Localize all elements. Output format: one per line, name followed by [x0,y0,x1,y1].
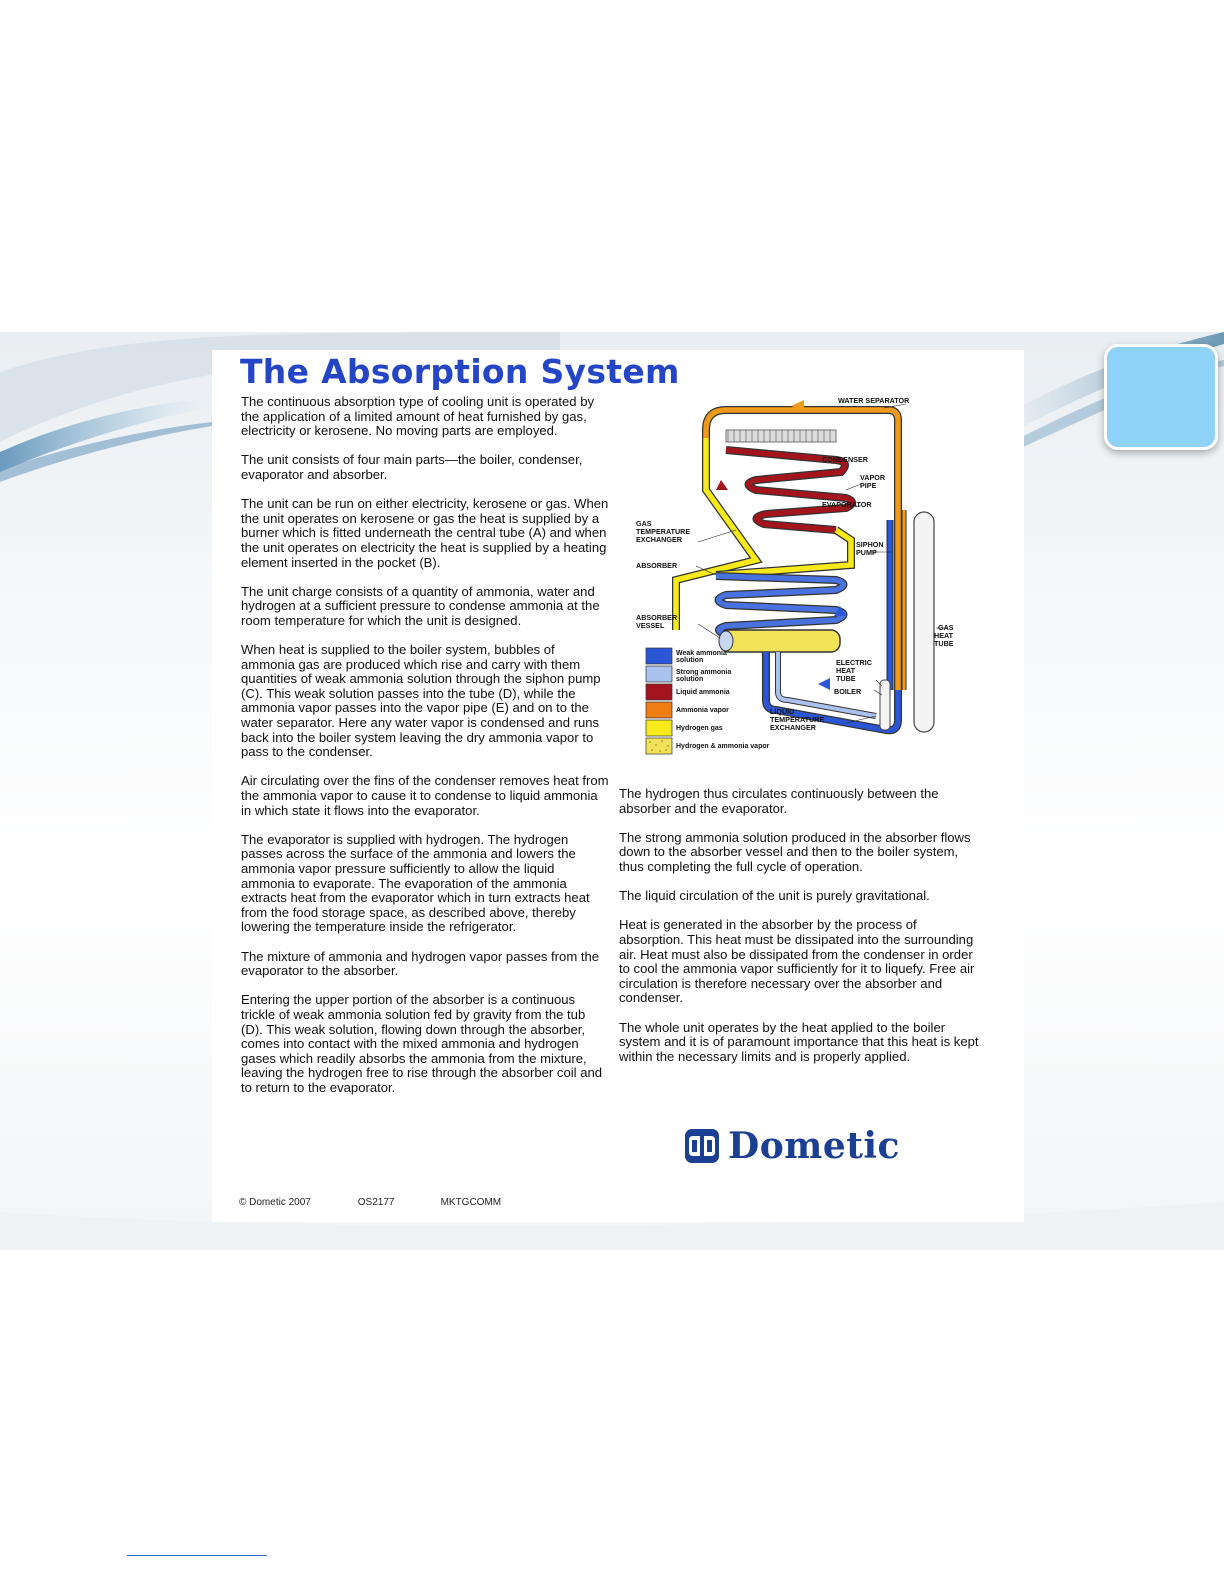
label-water-separator: WATER SEPARATOR [838,396,910,405]
label-gas-temperature-exchanger: TEMPERATURE [636,527,691,536]
legend-swatch [646,684,672,700]
left-column [241,395,609,1110]
paragraph: The continuous absorption type of cooling unit is operated by the application of a limited amount of heat furnished by gas, electricity or kerosene. No moving parts are employed. [241,394,595,439]
paragraph: The mixture of ammonia and hydrogen vapor passes from the evaporator to the absorber. [241,948,600,979]
label-boiler: BOILER [834,687,862,696]
dometic-logo [684,1126,944,1166]
label-condenser: CONDENSER [822,455,868,464]
label-absorber: ABSORBER [636,561,678,570]
label-liquid-temperature-exchanger: TEMPERATURE [770,715,825,724]
label-gas-temperature-exchanger: GAS [636,519,652,528]
label-gas-heat-tube: HEAT [934,631,954,640]
label-evaporator: EVAPORATOR [822,500,872,509]
paragraph: The liquid circulation of the unit is purely gravitational. [619,888,930,904]
label-gas-heat-tube: GAS [938,623,954,632]
logo-wordmark: Dometic [728,1125,900,1167]
paragraph: When heat is supplied to the boiler system, bubbles of ammonia gas are produced which rise and carry with them quantities of weak ammonia solution through the siphon pump (C). This weak solution passes into the tube (D), while the ammonia vapor passes into the vapor pipe (E) and on to the water separator. Here any water vapor is condensed and runs back into the boiler system leaving the dry ammonia vapor to pass to the condenser. [241,642,601,760]
accent-box [1104,344,1218,450]
label-siphon-pump: PUMP [856,548,877,557]
legend-label: Hydrogen gas [676,725,723,732]
flow-arrow-icon [716,480,728,490]
label-vapor-pipe: PIPE [860,481,877,490]
paragraph: The unit consists of four main parts—the boiler, condenser, evaporator and absorber. [241,452,583,482]
electric-heat-tube [880,680,890,730]
paragraph: Air circulating over the fins of the condenser removes heat from the ammonia vapor to cause it to condense to liquid ammonia in which state it flows into the evaporator. [241,773,609,818]
footer-copyright: © Dometic 2007 [239,1197,311,1208]
paragraph: The hydrogen thus circulates continuously between the absorber and the evaporator. [619,786,939,816]
absorber-vessel [720,630,840,652]
dometic-logo-icon [684,1128,720,1164]
label-electric-heat-tube: TUBE [836,674,856,683]
paragraph: The evaporator is supplied with hydrogen. The hydrogen passes across the surface of the ammonia and lowers the ammonia vapor pressure sufficiently to allow the liquid ammonia to evaporate. The evaporation of the ammonia extracts heat from the evaporator which in turn extracts heat from the food storage space, as described above, thereby lowering the temperature inside the refrigerator. [241,831,590,935]
label-absorber-vessel: VESSEL [636,621,665,630]
legend-swatch [646,666,672,682]
label-siphon-pump: SIPHON [856,540,884,549]
label-liquid-temperature-exchanger: EXCHANGER [770,723,816,732]
footer-dept: MKTGCOMM [440,1197,502,1208]
label-liquid-temperature-exchanger: LIQUID [770,707,795,716]
page-footer [239,1197,501,1208]
legend-label: solution [676,657,704,664]
flow-arrow-icon [818,678,830,690]
right-column [619,787,985,1079]
paragraph: The unit charge consists of a quantity of ammonia, water and hydrogen at a sufficient pressure to condense ammonia at the room temperature for which the unit is designed. [241,583,600,628]
legend-label: Hydrogen & ammonia vapor [676,743,770,750]
document-page [212,350,1024,1222]
legend-label: solution [676,676,704,683]
paragraph: The strong ammonia solution produced in the absorber flows down to the absorber vessel and then to the boiler system, thus completing the full cycle of operation. [619,829,971,874]
bottom-link-line[interactable] [127,1555,267,1556]
paragraph: The unit can be run on either electricity, kerosene or gas. When the unit operates on kerosene or gas the heat is supplied by a burner which is fitted underneath the central tube (A) and when the unit operates on electricity the heat is supplied by a heating element inserted in the pocket (B). [241,496,609,570]
label-absorber-vessel: ABSORBER [636,613,678,622]
legend-swatch [646,720,672,736]
page-title: The Absorption System [240,352,680,391]
paragraph: Heat is generated in the absorber by the process of absorption. This heat must be dissipated into the surrounding air. Heat must also be dissipated from the condenser in order to cool the ammonia vapor sufficiently for it to liquefy. Free air circulation is therefore necessary over the absorber and condenser. [619,917,975,1006]
label-gas-heat-tube: TUBE [934,639,954,648]
label-gas-temperature-exchanger: EXCHANGER [636,535,682,544]
paragraph: Entering the upper portion of the absorber is a continuous trickle of weak ammonia solution fed by gravity from the tub (D). This weak solution, flowing down through the absorber, comes into contact with the mixed ammonia and hydrogen gases which readily absorbs the ammonia from the mixture, leaving the hydrogen free to rise through the absorber coil and to return to the evaporator. [241,992,603,1095]
label-vapor-pipe: VAPOR [860,473,886,482]
legend-label: Ammonia vapor [676,707,729,714]
legend-swatch [646,702,672,718]
label-electric-heat-tube: HEAT [836,666,856,675]
absorption-diagram [636,390,966,760]
condenser-fins [726,430,836,442]
diagram-legend [646,648,770,754]
footer-code: OS2177 [357,1197,395,1208]
legend-swatch [646,648,672,664]
paragraph: The whole unit operates by the heat applied to the boiler system and it is of paramount importance that this heat is kept within the necessary limits and is properly applied. [619,1019,979,1064]
legend-label: Liquid ammonia [676,689,730,696]
label-electric-heat-tube: ELECTRIC [836,658,872,667]
gas-heat-tube [914,512,934,732]
legend-label: Strong ammonia [676,669,732,676]
legend-label: Weak ammonia [676,650,727,657]
